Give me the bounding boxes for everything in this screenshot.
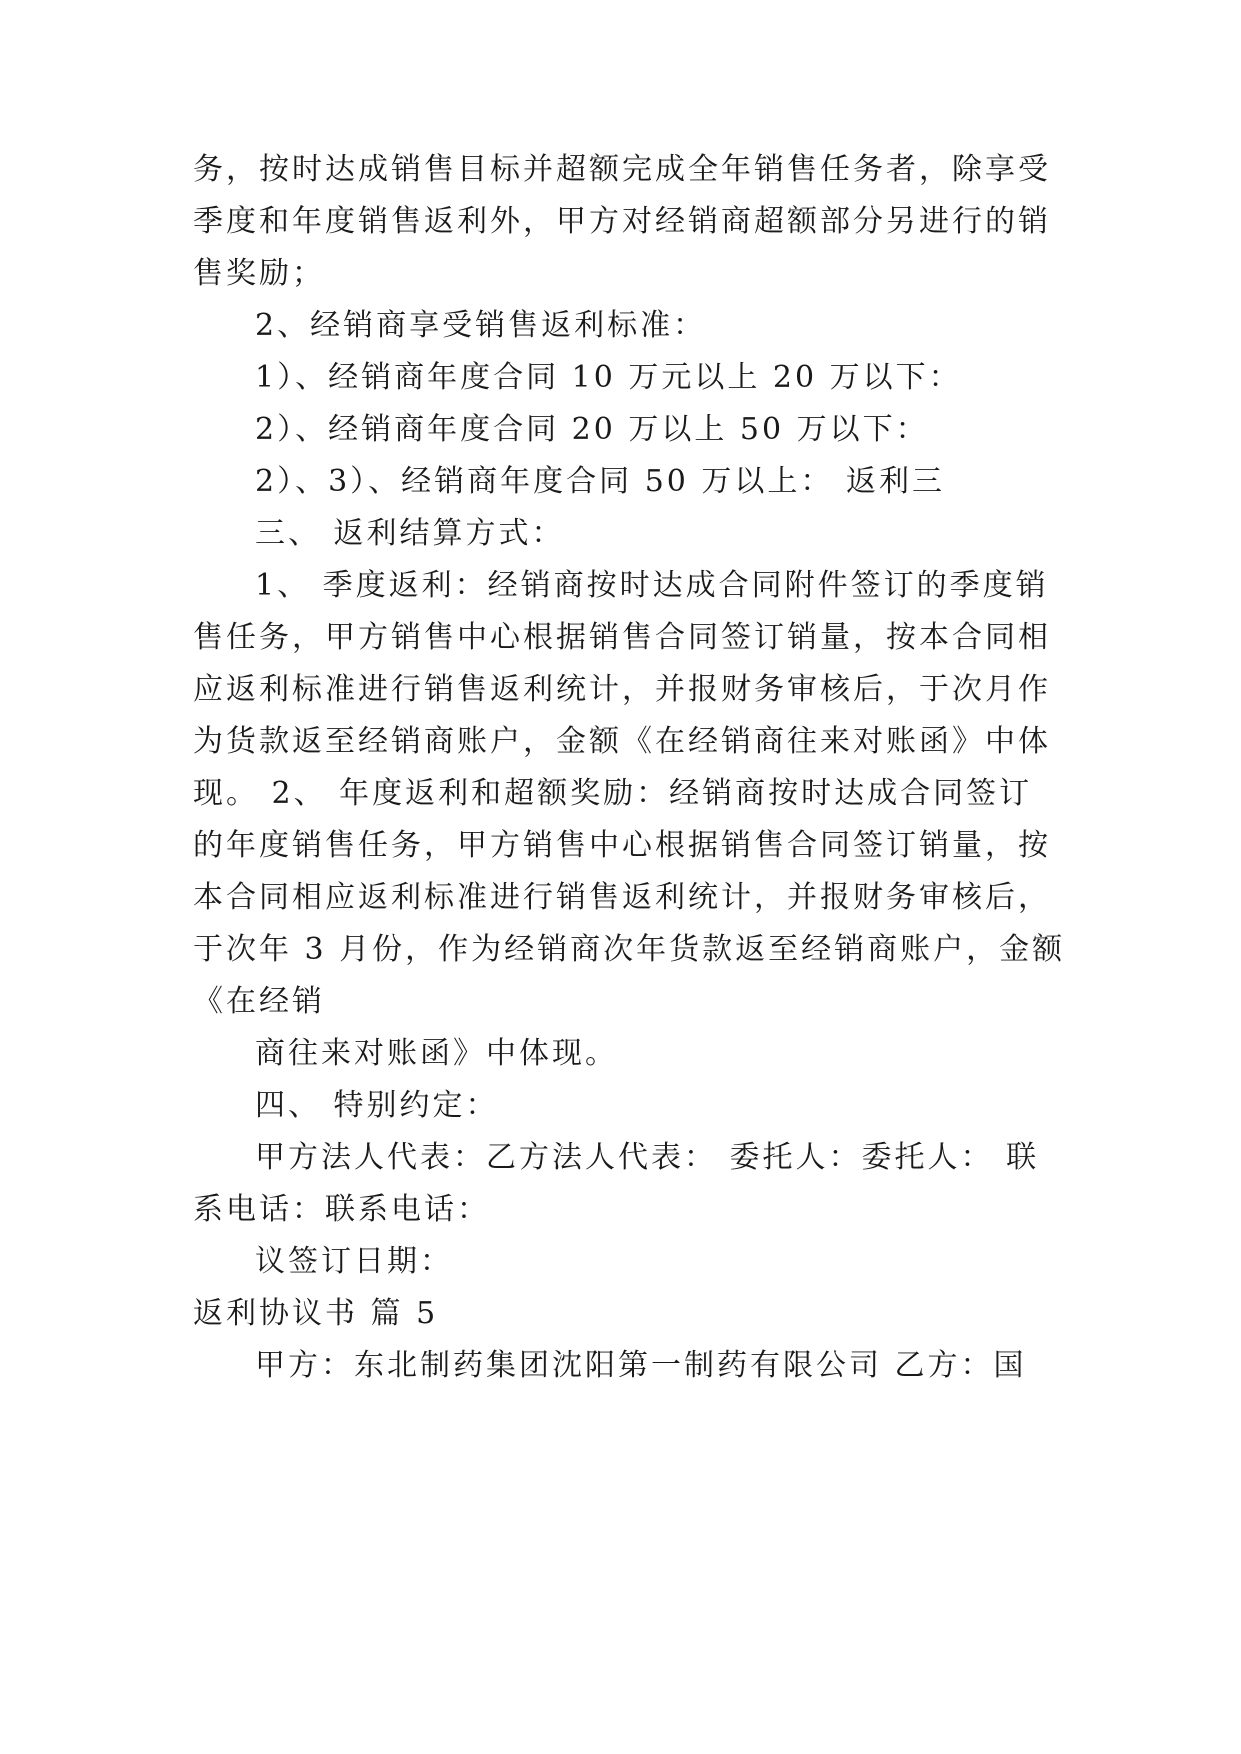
paragraph-line: 2）、3）、经销商年度合同 50 万以上： 返利三 <box>255 464 945 499</box>
paragraph-line: 季度和年度销售返利外，甲方对经销商超额部分另进行的销 <box>193 204 1051 239</box>
paragraph-line: 本合同相应返利标准进行销售返利统计，并报财务审核后， <box>193 880 1051 915</box>
paragraph-line: 议签订日期： <box>255 1244 453 1279</box>
paragraph-line: 售任务，甲方销售中心根据销售合同签订销量，按本合同相 <box>193 620 1051 655</box>
section-heading: 三、 返利结算方式： <box>255 516 565 551</box>
paragraph-line: 为货款返至经销商账户，金额《在经销商往来对账函》中体 <box>193 724 1051 759</box>
paragraph-line: 务，按时达成销售目标并超额完成全年销售任务者，除享受 <box>193 152 1051 187</box>
paragraph-line: 系电话：联系电话： <box>193 1192 490 1227</box>
paragraph-line: 2）、经销商年度合同 20 万以上 50 万以下： <box>255 412 929 447</box>
paragraph-line: 1）、经销商年度合同 10 万元以上 20 万以下： <box>255 360 962 395</box>
paragraph-line: 商往来对账函》中体现。 <box>255 1036 618 1071</box>
document-title: 返利协议书 篇 5 <box>193 1296 439 1331</box>
section-heading: 四、 特别约定： <box>255 1088 499 1123</box>
paragraph-line: 现。 2、 年度返利和超额奖励：经销商按时达成合同签订 <box>193 776 1033 811</box>
paragraph-line: 《在经销 <box>193 984 325 1019</box>
paragraph-line: 2、经销商享受销售返利标准： <box>255 308 707 343</box>
paragraph-line: 甲方法人代表：乙方法人代表： 委托人：委托人： 联 <box>255 1140 1040 1175</box>
paragraph-line: 于次年 3 月份，作为经销商次年货款返至经销商账户，金额 <box>193 932 1066 967</box>
paragraph-line: 应返利标准进行销售返利统计，并报财务审核后，于次月作 <box>193 672 1051 707</box>
paragraph-line: 的年度销售任务，甲方销售中心根据销售合同签订销量，按 <box>193 828 1051 863</box>
paragraph-line: 甲方：东北制药集团沈阳第一制药有限公司 乙方：国 <box>255 1348 1027 1383</box>
paragraph-line: 售奖励； <box>193 256 325 291</box>
paragraph-line: 1、 季度返利：经销商按时达成合同附件签订的季度销 <box>255 568 1049 603</box>
